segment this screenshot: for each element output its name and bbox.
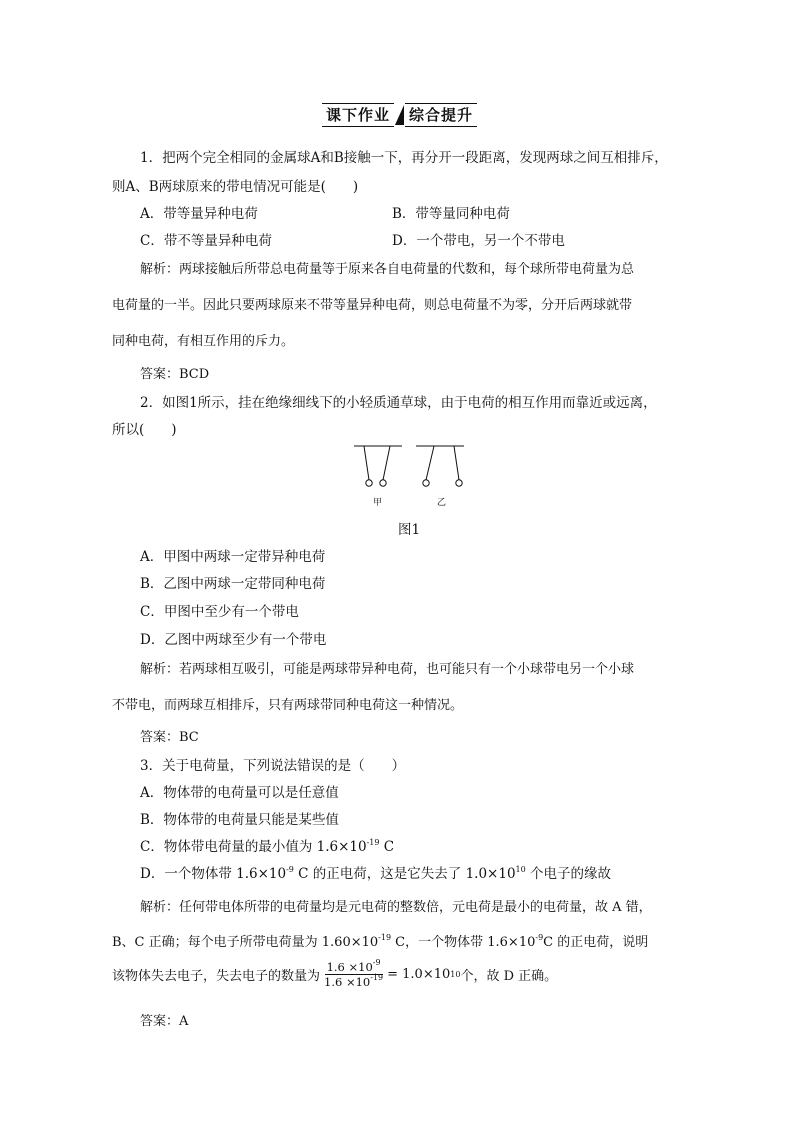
q1-analysis-line3: 同种电荷，有相互作用的斥力。 bbox=[112, 334, 295, 349]
figure-thread-yi-right bbox=[454, 446, 459, 480]
q2-option-c: C．甲图中至少有一个带电 bbox=[140, 604, 299, 620]
q2-stem-line2: 所以( ) bbox=[112, 422, 177, 438]
q2-analysis-line2: 不带电，而两球互相排斥，只有两球带同种电荷这一种情况。 bbox=[112, 698, 464, 713]
title-separator-triangle bbox=[395, 105, 404, 125]
q1-analysis-line1: 解析：两球接触后所带总电荷量等于原来各自电荷量的代数和，每个球所带电荷量为总 bbox=[140, 262, 635, 277]
figure-thread-jia-right bbox=[383, 446, 390, 480]
electron-count-fraction: $\frac{1.6 \times 10^{-9}}{1.6 \times 10^{-19}}$ bbox=[324, 958, 384, 989]
q3-analysis-line3: 该物体失去电子，失去电子的数量为 $\frac{1.6 \times 10^{-9}}{1.6 \times 10^{-19}}$ = 1.0×10 10 个，故 D 正确。 bbox=[112, 958, 558, 989]
figure-thread-jia-left bbox=[364, 446, 369, 480]
q3-analysis-line1: 解析：任何带电体所带的电荷量均是元电荷的整数倍，元电荷是最小的电荷量，故 A 错， bbox=[140, 900, 652, 915]
q1-analysis-line2: 电荷量的一半。因此只要两球原来不带等量异种电荷，则总电荷量不为零，分开后两球就带 bbox=[112, 298, 633, 313]
figure-ball-jia-right bbox=[380, 480, 386, 486]
q1-stem-line2: 则A、B两球原来的带电情况可能是( ) bbox=[112, 179, 359, 195]
figure-label-yi: 乙 bbox=[437, 498, 447, 508]
figure-label-jia: 甲 bbox=[373, 498, 383, 508]
q3-option-a: A．物体带的电荷量可以是任意值 bbox=[140, 785, 339, 801]
figure-1-pith-balls bbox=[350, 440, 470, 512]
q2-option-b: B．乙图中两球一定带同种电荷 bbox=[140, 576, 326, 592]
section-title-right: 综合提升 bbox=[405, 103, 477, 127]
q1-option-c: C．带不等量异种电荷 bbox=[140, 233, 272, 249]
figure-ball-yi-right bbox=[456, 480, 462, 486]
section-title bbox=[322, 104, 477, 126]
q3-option-c: C．物体带电荷量的最小值为 $1.6\times 10^{-19}$ C bbox=[140, 838, 395, 855]
q3-analysis-line2: B、C 正确；每个电子所带电荷量为 $1.60\times 10^{-19}$ C，一个物体带 $1.6\times 10^{-9}C$ 的正电荷，说明 bbox=[112, 933, 649, 950]
q2-option-a: A．甲图中两球一定带异种电荷 bbox=[140, 549, 326, 565]
q3-stem: 3．关于电荷量，下列说法错误的是（ ） bbox=[140, 758, 406, 774]
q2-answer: 答案：BC bbox=[140, 730, 199, 745]
figure-ball-jia-left bbox=[366, 480, 372, 486]
figure-ball-yi-left bbox=[423, 480, 429, 486]
q1-option-b: B．带等量同种电荷 bbox=[392, 206, 510, 222]
section-title-left: 课下作业 bbox=[322, 103, 394, 127]
q3-option-d: D．一个物体带 $1.6\times 10^{-9}$ C 的正电荷，这是它失去了 $1.0\times 10^{10}$ 个电子的缘故 bbox=[140, 865, 612, 882]
figure-thread-yi-left bbox=[426, 446, 434, 480]
q1-option-a: A．带等量异种电荷 bbox=[140, 206, 258, 222]
q2-analysis-line1: 解析：若两球相互吸引，可能是两球带异种电荷，也可能只有一个小球带电另一个小球 bbox=[140, 662, 635, 677]
q2-option-d: D．乙图中两球至少有一个带电 bbox=[140, 632, 327, 648]
q1-answer: 答案：BCD bbox=[140, 367, 210, 382]
q1-stem-line1: 1．把两个完全相同的金属球A和B接触一下，再分开一段距离，发现两球之间互相排斥， bbox=[140, 150, 668, 166]
q2-stem-line1: 2．如图1所示，挂在绝缘细线下的小轻质通草球，由于电荷的相互作用而靠近或远离， bbox=[140, 395, 657, 411]
figure-caption: 图1 bbox=[398, 522, 421, 538]
q3-option-b: B．物体带的电荷量只能是某些值 bbox=[140, 812, 339, 828]
q3-answer: 答案：A bbox=[140, 1014, 189, 1029]
q1-option-d: D．一个带电，另一个不带电 bbox=[392, 233, 565, 249]
